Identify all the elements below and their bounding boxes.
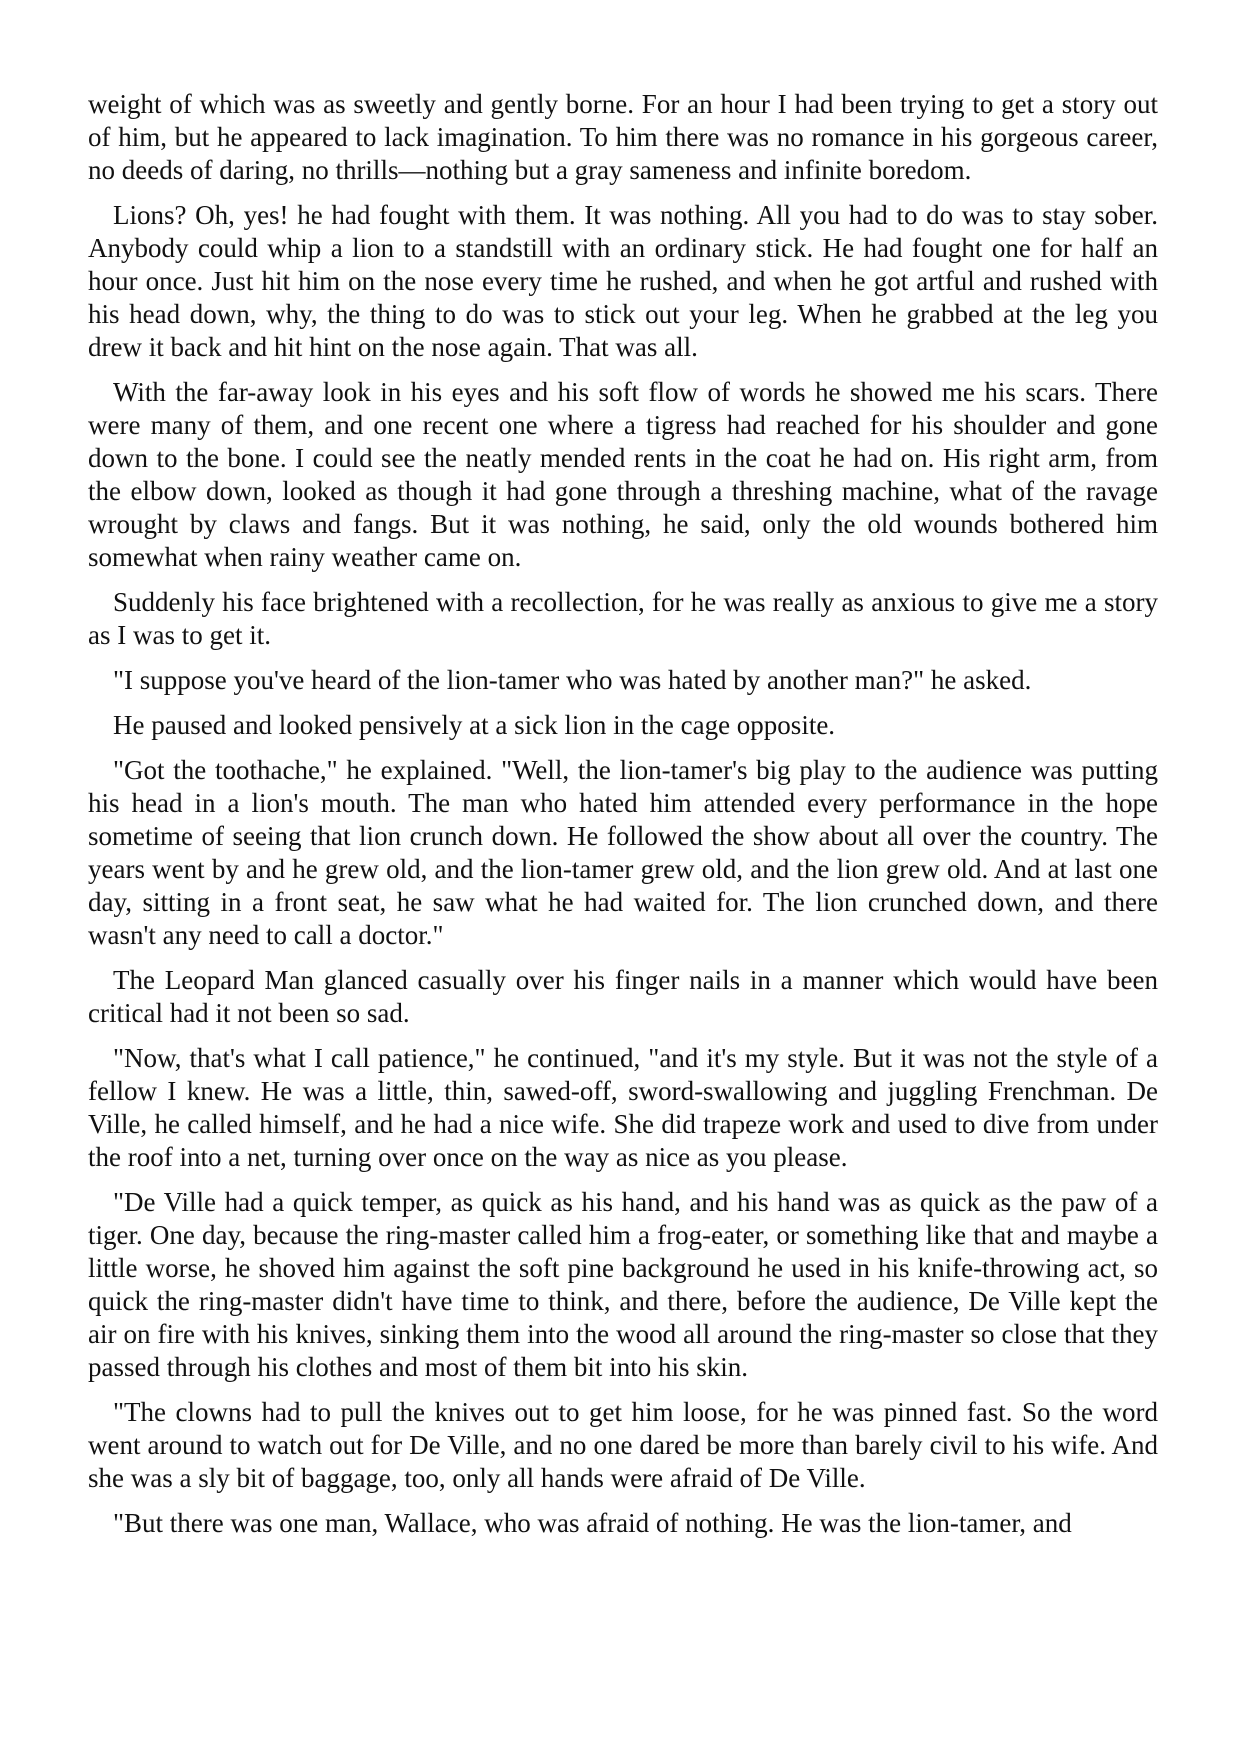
paragraph-7: "Got the toothache," he explained. "Well, the lion-tamer's big play to the audience was putting his head in a lion's mouth. The man who hated him attended every performance in the hope sometime of seeing that lion crunch down. He followed the show about all over the country. The years went by and he grew old, and the lion-tamer grew old, and the lion grew old. And at last one day, sitting in a front seat, he saw what he had waited for. The lion crunched down, and there wasn't any need to call a doctor." bbox=[88, 755, 1158, 950]
paragraph-12: "But there was one man, Wallace, who was afraid of nothing. He was the lion-tamer, and bbox=[113, 1508, 1072, 1538]
paragraph-8: The Leopard Man glanced casually over his finger nails in a manner which would have been critical had it not been so sad. bbox=[88, 965, 1158, 1028]
paragraph-5: "I suppose you've heard of the lion-tamer who was hated by another man?" he asked. bbox=[113, 665, 1032, 695]
paragraph-9: "Now, that's what I call patience," he continued, "and it's my style. But it was not the style of a fellow I knew. He was a little, thin, sawed-off, sword-swallowing and juggling Frenchman. De Ville, he called himself, and he had a nice wife. She did trapeze work and used to dive from under the roof into a net, turning over once on the way as nice as you please. bbox=[88, 1043, 1158, 1172]
page-text bbox=[88, 88, 1158, 1552]
paragraph-6: He paused and looked pensively at a sick lion in the cage opposite. bbox=[113, 710, 836, 740]
paragraph-10: "De Ville had a quick temper, as quick as his hand, and his hand was as quick as the paw of a tiger. One day, because the ring-master called him a frog-eater, or something like that and maybe a little worse, he shoved him against the soft pine background he used in his knife-throwing act, so quick the ring-master didn't have time to think, and there, before the audience, De Ville kept the air on fire with his knives, sinking them into the wood all around the ring-master so close that they passed through his clothes and most of them bit into his skin. bbox=[88, 1187, 1158, 1382]
paragraph-2: Lions? Oh, yes! he had fought with them. It was nothing. All you had to do was to stay sober. Anybody could whip a lion to a standstill with an ordinary stick. He had fought one for half an hour once. Just hit him on the nose every time he rushed, and when he got artful and rushed with his head down, why, the thing to do was to stick out your leg. When he grabbed at the leg you drew it back and hit hint on the nose again. That was all. bbox=[88, 200, 1158, 362]
paragraph-4: Suddenly his face brightened with a recollection, for he was really as anxious to give me a story as I was to get it. bbox=[88, 587, 1158, 650]
paragraph-3: With the far-away look in his eyes and his soft flow of words he showed me his scars. There were many of them, and one recent one where a tigress had reached for his shoulder and gone down to the bone. I could see the neatly mended rents in the coat he had on. His right arm, from the elbow down, looked as though it had gone through a threshing machine, what of the ravage wrought by claws and fangs. But it was nothing, he said, only the old wounds bothered him somewhat when rainy weather came on. bbox=[88, 377, 1158, 572]
paragraph-11: "The clowns had to pull the knives out to get him loose, for he was pinned fast. So the word went around to watch out for De Ville, and no one dared be more than barely civil to his wife. And she was a sly bit of baggage, too, only all hands were afraid of De Ville. bbox=[88, 1397, 1158, 1493]
paragraph-1: weight of which was as sweetly and gently borne. For an hour I had been trying to get a story out of him, but he appeared to lack imagination. To him there was no romance in his gorgeous career, no deeds of daring, no thrills—nothing but a gray sameness and infinite boredom. bbox=[88, 89, 1158, 185]
